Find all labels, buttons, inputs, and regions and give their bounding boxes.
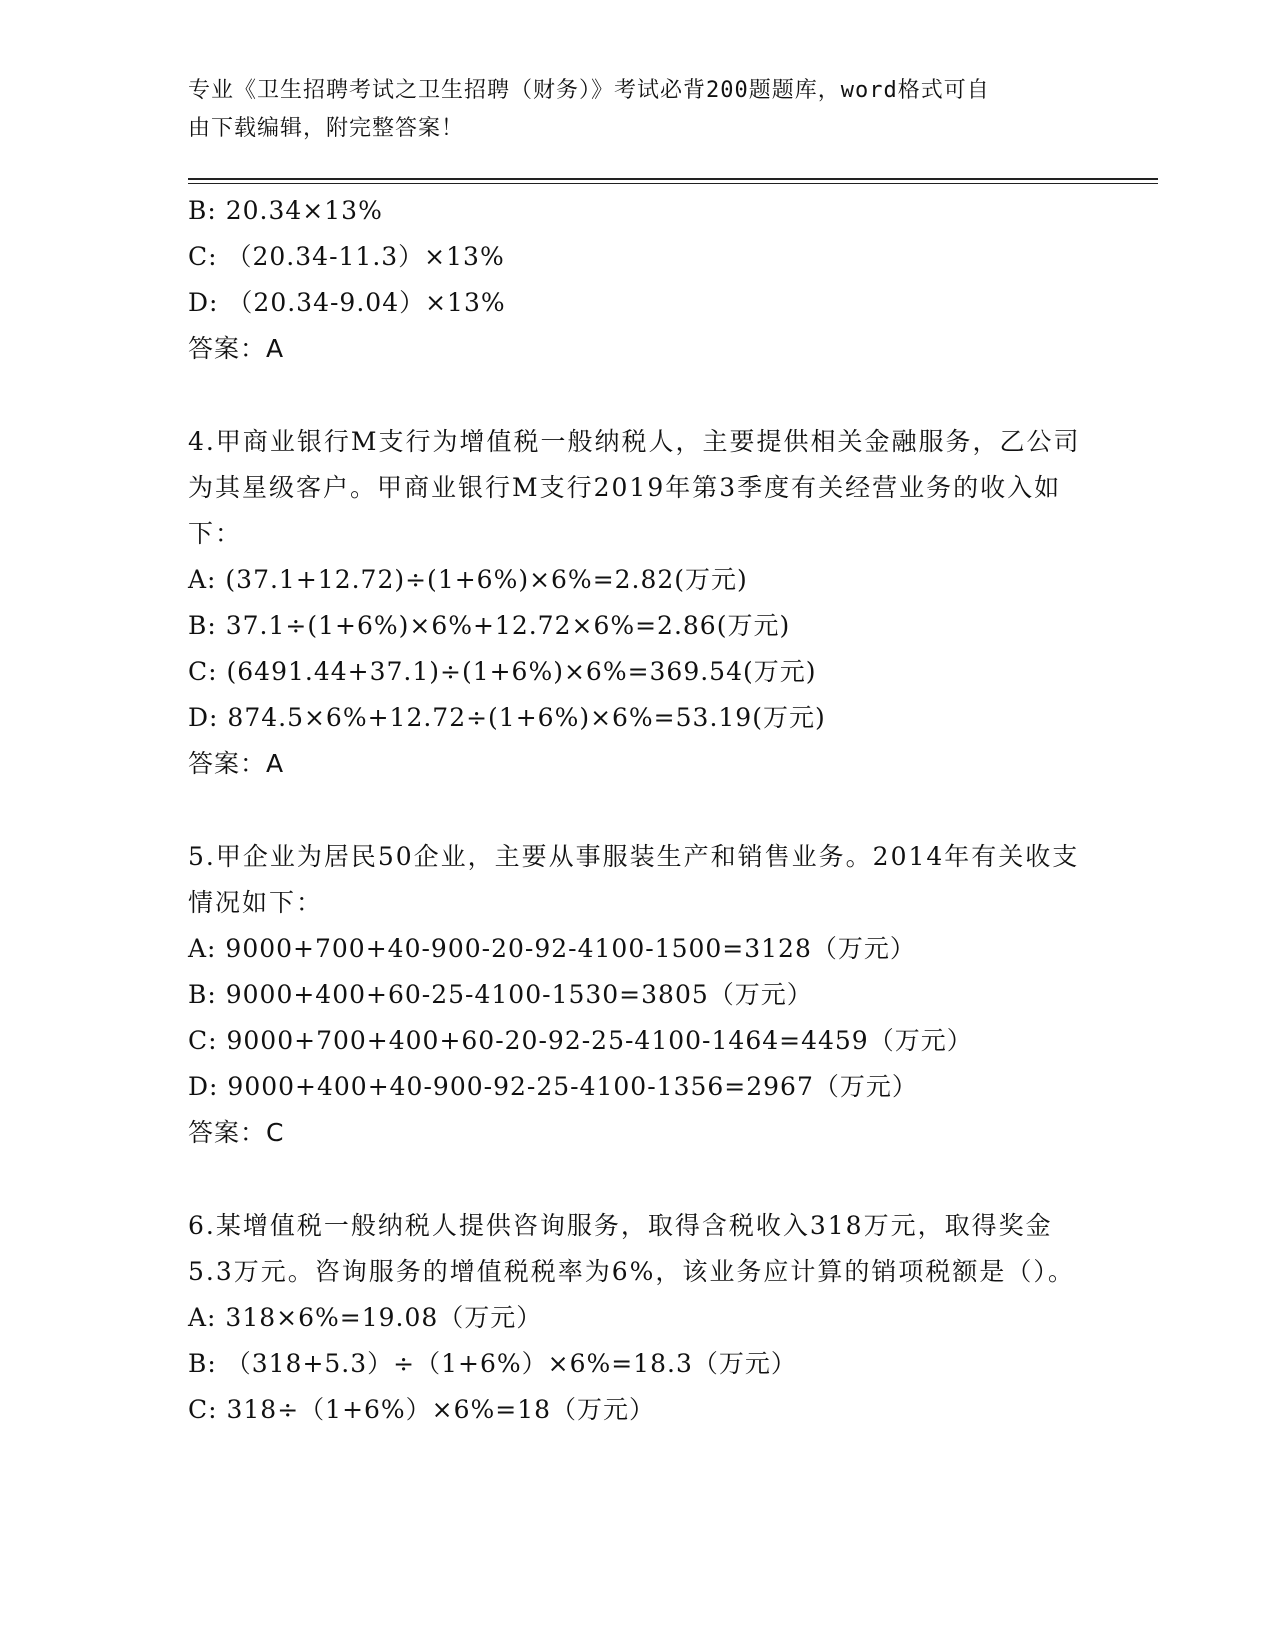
- header-title-line-2: 由下载编辑，附完整答案！: [188, 116, 465, 141]
- spacer: [188, 1156, 1088, 1203]
- option-d: D: （20.34-9.04）×13%: [188, 288, 506, 317]
- option-c: C: 9000+700+400+60-20-92-25-4100-1464=4459（万元）: [188, 1026, 973, 1055]
- question-6: [188, 1203, 1088, 1433]
- option-a: A: 318×6%=19.08（万元）: [188, 1303, 543, 1332]
- spacer: [188, 787, 1088, 834]
- option-c: C: 318÷（1+6%）×6%=18（万元）: [188, 1395, 656, 1424]
- question-4: [188, 419, 1088, 787]
- header-title-line-1: 专业《卫生招聘考试之卫生招聘（财务）》考试必背200题题库，word格式可自: [188, 78, 990, 103]
- option-d: D: 9000+400+40-900-92-25-4100-1356=2967（万元）: [188, 1072, 918, 1101]
- question-stem: 6.某增值税一般纳税人提供咨询服务，取得含税收入318万元，取得奖金5.3万元。咨询服务的增值税税率为6%，该业务应计算的销项税额是（）。: [188, 1211, 1075, 1286]
- option-a: A: 9000+700+40-900-20-92-4100-1500=3128（万元）: [188, 934, 916, 963]
- answer-line: 答案：A: [188, 749, 285, 778]
- option-c: C: (6491.44+37.1)÷(1+6%)×6%=369.54(万元): [188, 657, 817, 686]
- answer-line: 答案：A: [188, 334, 285, 363]
- question-5: [188, 834, 1088, 1156]
- option-b: B: 20.34×13%: [188, 196, 383, 225]
- option-b: B: 9000+400+60-25-4100-1530=3805（万元）: [188, 980, 813, 1009]
- option-d: D: 874.5×6%+12.72÷(1+6%)×6%=53.19(万元): [188, 703, 826, 732]
- option-c: C: （20.34-11.3）×13%: [188, 242, 505, 271]
- option-b: B: 37.1÷(1+6%)×6%+12.72×6%=2.86(万元): [188, 611, 791, 640]
- question-stem: 4.甲商业银行M支行为增值税一般纳税人，主要提供相关金融服务，乙公司为其星级客户。甲商业银行M支行2019年第3季度有关经营业务的收入如下：: [188, 427, 1081, 548]
- option-b: B: （318+5.3）÷（1+6%）×6%=18.3（万元）: [188, 1349, 797, 1378]
- question-stem: 5.甲企业为居民50企业，主要从事服装生产和销售业务。2014年有关收支情况如下：: [188, 842, 1080, 917]
- header-divider-thick: [188, 178, 1158, 180]
- question-list: [188, 188, 1088, 1433]
- question-3: [188, 188, 1088, 372]
- answer-line: 答案：C: [188, 1118, 285, 1147]
- document-header: [188, 72, 1068, 148]
- option-a: A: (37.1+12.72)÷(1+6%)×6%=2.82(万元): [188, 565, 748, 594]
- spacer: [188, 372, 1088, 419]
- header-divider-thin: [188, 183, 1158, 184]
